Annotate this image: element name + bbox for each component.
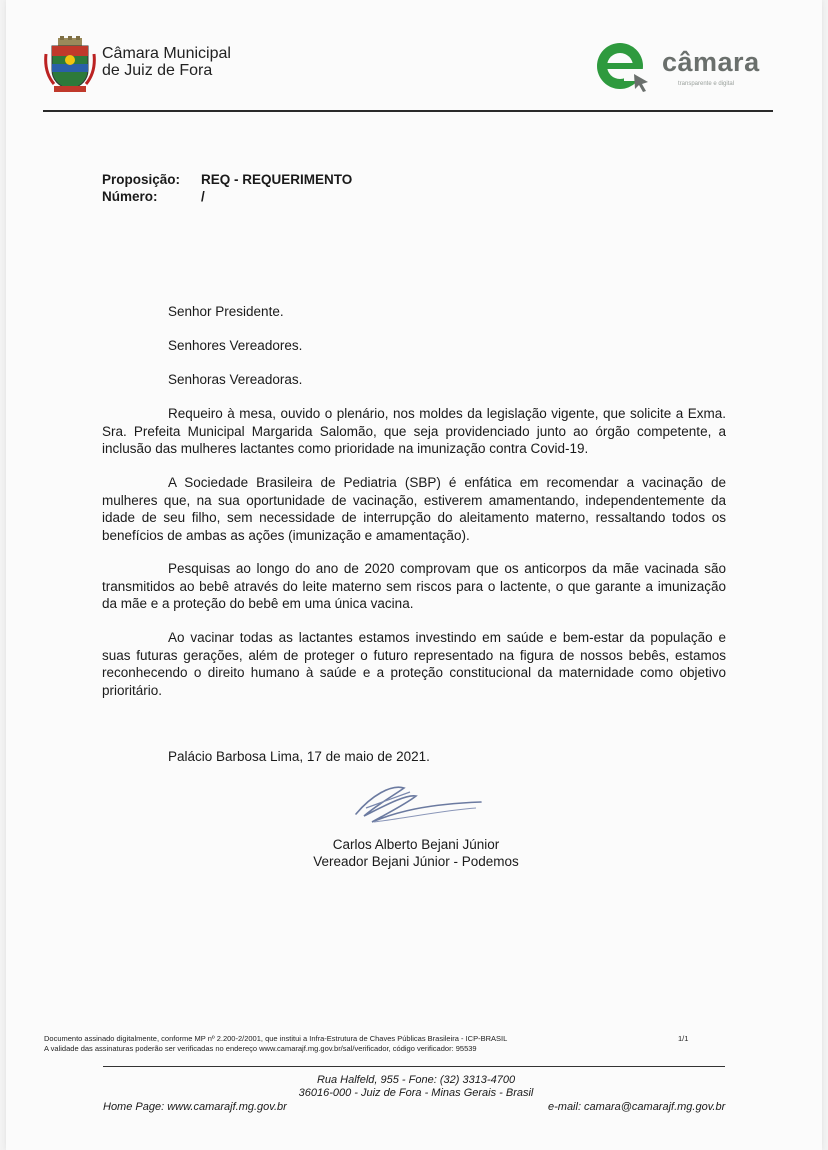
digital-note-line-1: Documento assinado digitalmente, conforme MP nº 2.200-2/2001, que institui a Infra-Estrutura de Chaves Públicas Brasileira - ICP-BRASIL — [44, 1034, 508, 1043]
signer-title: Vereador Bejani Júnior - Podemos — [313, 854, 519, 869]
proposition-label: Proposição: — [102, 172, 181, 187]
salutation-councilwomen: Senhoras Vereadoras. — [168, 372, 303, 387]
organization-name — [102, 45, 231, 79]
ecamara-e-icon — [594, 38, 664, 96]
homepage-link[interactable]: Home Page: www.camarajf.mg.gov.br — [103, 1101, 287, 1113]
org-line-1: Câmara Municipal — [102, 45, 231, 62]
ecamara-tagline: transparente e digital — [678, 81, 735, 87]
address-line-1: Rua Halfeld, 955 - Fone: (32) 3313-4700 — [316, 1074, 516, 1086]
coat-of-arms-logo — [44, 36, 96, 94]
proposition-value: REQ - REQUERIMENTO — [201, 172, 353, 187]
paragraph-sbp: A Sociedade Brasileira de Pediatria (SBP) é enfática em recomendar a vacinação de mulheres que, na sua oportunidade de vacinação, estiverem amamentando, independentemente da idade de seu filho, sem necessidade de interrupção do aleitamento materno, ressaltando todos os benefícios de ambas as ações (imunização e amamentação). — [102, 475, 726, 543]
place-date: Palácio Barbosa Lima, 17 de maio de 2021. — [168, 749, 430, 764]
email-link[interactable]: e-mail: camara@camarajf.mg.gov.br — [548, 1101, 726, 1113]
salutation-president: Senhor Presidente. — [168, 304, 284, 319]
page-number: 1/1 — [678, 1034, 689, 1043]
header-divider — [43, 110, 773, 112]
signature-block — [266, 836, 566, 870]
salutation-councilmen: Senhores Vereadores. — [168, 338, 303, 353]
document-page — [6, 0, 822, 1150]
paragraph-research: Pesquisas ao longo do ano de 2020 comprovam que os anticorpos da mãe vacinada são transmitidos ao bebê através do leite materno sem riscos para o lactente, o que garante a imunização da mãe e a proteção do bebê em uma única vacina. — [102, 561, 726, 611]
address-line-2: 36016-000 - Juiz de Fora - Minas Gerais - Brasil — [298, 1087, 534, 1099]
digital-note-line-2: A validade das assinaturas poderão ser verificadas no endereço www.camarajf.mg.gov.br/sal/verificador, código verificador: 95539 — [44, 1043, 477, 1053]
handwritten-signature — [336, 778, 486, 830]
ecamara-logo — [594, 38, 760, 96]
number-value: / — [201, 189, 205, 204]
paragraph-conclusion: Ao vacinar todas as lactantes estamos investindo em saúde e bem-estar da população e suas futuras gerações, além de proteger o futuro representado na figura de nossos bebês, estamos reconhecendo o direito humano à saúde e a proteção constitucional da maternidade como objetivo prioritário. — [102, 630, 726, 698]
ecamara-word: câmara — [662, 47, 760, 77]
signer-name: Carlos Alberto Bejani Júnior — [332, 837, 500, 852]
org-line-2: de Juiz de Fora — [102, 62, 213, 79]
paragraph-request: Requeiro à mesa, ouvido o plenário, nos moldes da legislação vigente, que solicite a Exma. Sra. Prefeita Municipal Margarida Salomão, que seja providenciado junto ao órgão competente, a inclusão das mulheres lactantes como prioridade na imunização contra Covid-19. — [102, 406, 726, 456]
number-label: Número: — [102, 189, 158, 204]
footer-divider — [103, 1066, 725, 1067]
digital-signature-note — [44, 1034, 507, 1053]
